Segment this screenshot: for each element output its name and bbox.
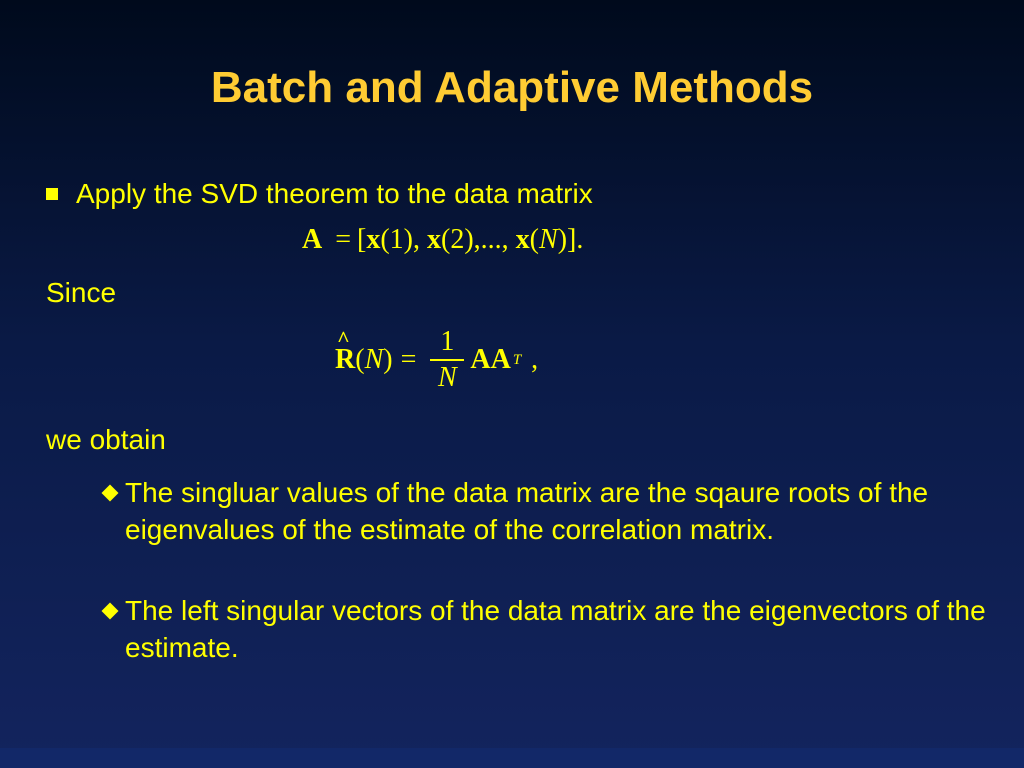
main-bullet-text: Apply the SVD theorem to the data matrix	[76, 178, 593, 209]
hat-accent: ^	[337, 326, 350, 351]
diamond-bullet-icon	[102, 603, 119, 620]
eq1-x2: x	[427, 224, 442, 255]
since-text: Since	[46, 277, 117, 308]
eq1-lhs: A	[302, 224, 323, 255]
eq2-comma: ,	[531, 344, 539, 375]
eq2-AA: AA	[470, 344, 511, 375]
eq1-arg1: (1),	[380, 224, 421, 255]
main-bullet	[46, 174, 593, 214]
eq2-N: N	[364, 344, 384, 375]
we-obtain-text: we obtain	[46, 424, 166, 455]
fraction	[430, 325, 464, 395]
square-bullet-icon	[46, 188, 58, 200]
data-matrix-equation	[302, 224, 583, 256]
eq1-arg2: (2),...,	[441, 224, 509, 255]
correlation-estimate-equation	[335, 318, 538, 402]
sub-bullet-text: The left singular vectors of the data matrix are the eigenvectors of the estimate.	[125, 595, 986, 663]
diamond-bullet-icon	[102, 485, 119, 502]
eq1-x1: x	[366, 224, 381, 255]
r-hat-symbol	[335, 326, 356, 376]
eq2-paren-close: )	[383, 344, 393, 375]
slide-title: Batch and Adaptive Methods	[210, 63, 814, 112]
eq2-paren-open: (	[355, 344, 365, 375]
eq2-equals: =	[400, 344, 417, 375]
sub-bullet-singular-values	[100, 474, 990, 548]
fraction-numerator: 1	[440, 326, 455, 357]
eq1-equals: =	[335, 224, 352, 255]
eq1-close: )].	[557, 224, 584, 255]
eq1-x3: x	[515, 224, 530, 255]
eq1-N: N	[539, 224, 558, 255]
r-letter: R	[335, 344, 356, 375]
sub-bullet-text: The singluar values of the data matrix are the sqaure roots of the eigenvalues of the estimate of the correlation matrix.	[125, 477, 929, 545]
transpose-superscript: T	[512, 351, 522, 368]
eq1-open: [	[357, 224, 367, 255]
fraction-denominator: N	[438, 362, 457, 393]
sub-bullet-singular-vectors	[100, 592, 990, 666]
eq1-argN-open: (	[529, 224, 539, 255]
bottom-strip	[0, 748, 1024, 768]
